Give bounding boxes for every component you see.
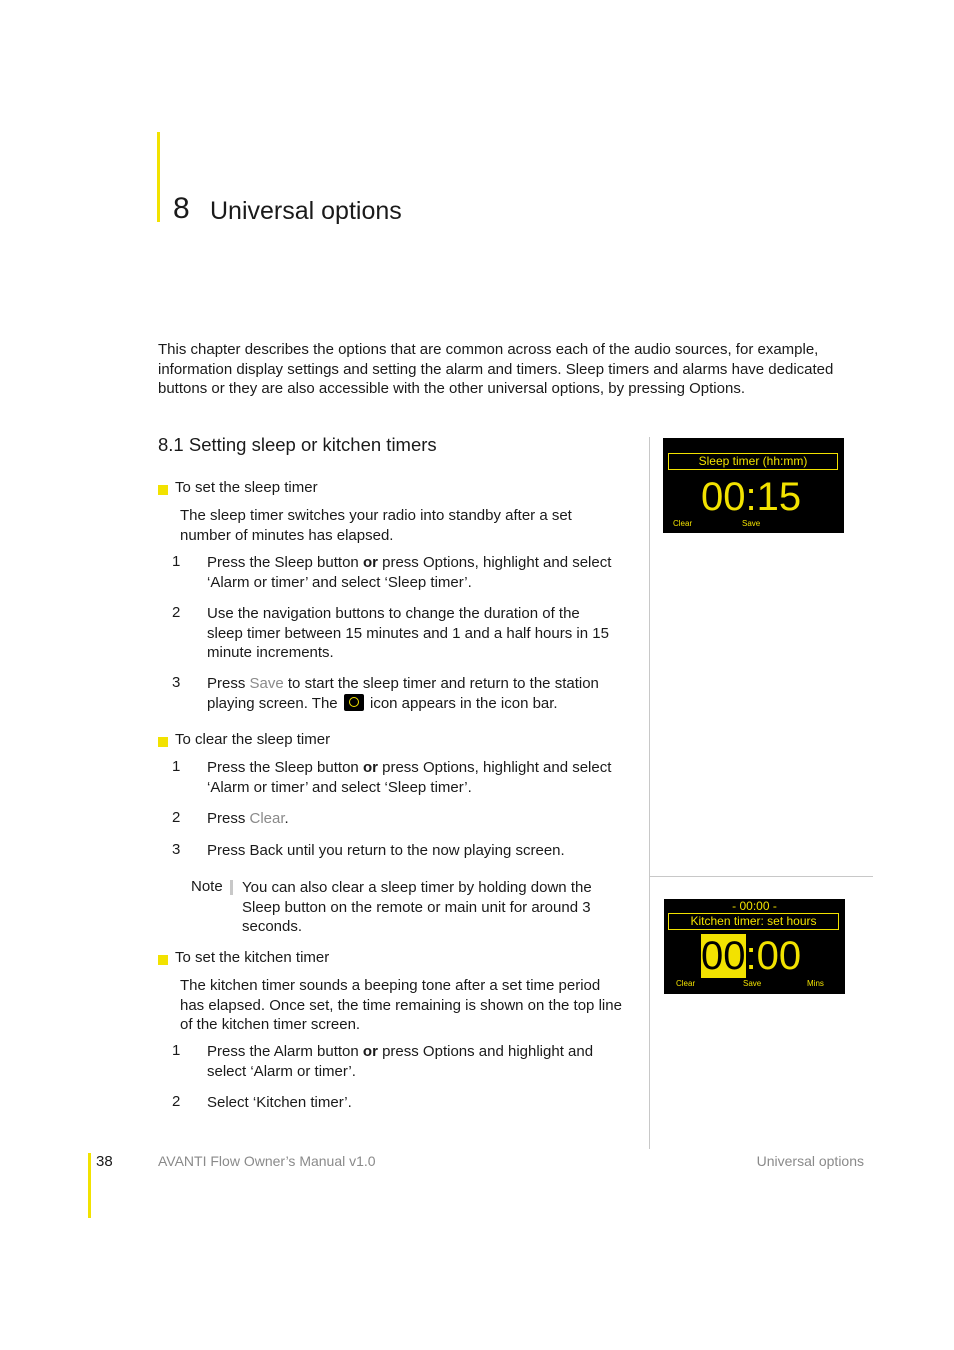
note-text: You can also clear a sleep timer by holding down the Sleep button on the remote or main unit for around 3 seconds. xyxy=(242,879,592,935)
chapter-accent-bar xyxy=(157,132,160,222)
screen-remaining-time: - 00:00 - xyxy=(732,899,777,913)
kitchen-set-heading: To set the kitchen timer xyxy=(175,949,330,966)
step-number: 2 xyxy=(172,604,181,621)
step-number: 2 xyxy=(172,809,181,826)
screen-softkey-save: Save xyxy=(742,519,761,528)
step-number: 1 xyxy=(172,553,181,570)
step-number: 1 xyxy=(172,1042,181,1059)
bullet-square-icon xyxy=(158,955,168,965)
screen-label: Kitchen timer: set hours xyxy=(668,913,839,930)
screen-softkey-clear: Clear xyxy=(673,519,693,528)
screen-softkey-save: Save xyxy=(743,979,762,988)
footer-chapter-name: Universal options xyxy=(756,1153,864,1169)
section-title: 8.1 Setting sleep or kitchen timers xyxy=(158,434,437,455)
screen-time: 00:15 xyxy=(701,475,802,519)
sleep-timer-icon xyxy=(344,694,364,711)
bullet-square-icon xyxy=(158,485,168,495)
step-text: Use the navigation buttons to change the duration of the sleep timer between 15 minutes and 1 and a half hours in 15 minute increments. xyxy=(207,605,609,661)
column-divider xyxy=(649,437,650,1149)
footer-manual-title: AVANTI Flow Owner’s Manual v1.0 xyxy=(158,1153,376,1169)
kitchen-timer-screen xyxy=(664,899,845,994)
chapter-title: Universal options xyxy=(210,197,402,225)
step-text: Press the Sleep button or press Options, highlight and select ‘Alarm or timer’ and select ‘Sleep timer’. xyxy=(207,759,612,796)
intro-paragraph: This chapter describes the options that are common across each of the audio sources, for example, information display settings and setting the alarm and timers. Sleep timers and alarms have dedicated buttons or they are also accessible with the other universal options, by pressing Options. xyxy=(158,341,834,397)
step-number: 1 xyxy=(172,758,181,775)
sleep-clear-heading: To clear the sleep timer xyxy=(175,731,331,748)
step-number: 3 xyxy=(172,841,181,858)
hours-highlight: 00 xyxy=(701,934,746,978)
note-divider xyxy=(230,880,233,895)
screen-time: 00:00 xyxy=(701,934,802,978)
step-text: Select ‘Kitchen timer’. xyxy=(207,1094,352,1111)
page-number: 38 xyxy=(96,1153,113,1170)
footer-accent-bar xyxy=(88,1153,91,1218)
screen-label: Sleep timer (hh:mm) xyxy=(668,453,838,470)
step-number: 3 xyxy=(172,674,181,691)
step-text: Press Back until you return to the now playing screen. xyxy=(207,842,565,859)
figure-divider xyxy=(649,876,873,877)
chapter-number: 8 xyxy=(173,192,190,225)
sleep-timer-screen xyxy=(663,438,844,533)
sleep-set-heading: To set the sleep timer xyxy=(175,479,318,496)
step-text: Press the Sleep button or press Options, highlight and select ‘Alarm or timer’ and select ‘Sleep timer’. xyxy=(207,554,612,591)
bullet-square-icon xyxy=(158,737,168,747)
step-text: Press Clear. xyxy=(207,810,289,827)
kitchen-description: The kitchen timer sounds a beeping tone after a set time period has elapsed. Once set, the time remaining is shown on the top line of the kitchen timer screen. xyxy=(180,977,622,1033)
step-number: 2 xyxy=(172,1093,181,1110)
step-text: Press the Alarm button or press Options and highlight and select ‘Alarm or timer’. xyxy=(207,1043,594,1080)
step-text: Press Save to start the sleep timer and return to the station playing screen. The icon appears in the icon bar. xyxy=(207,675,599,712)
screen-softkey-clear: Clear xyxy=(676,979,696,988)
note-label: Note xyxy=(191,878,223,895)
screen-softkey-mins: Mins xyxy=(807,979,824,988)
sleep-set-description: The sleep timer switches your radio into standby after a set number of minutes has elapsed. xyxy=(180,507,572,544)
